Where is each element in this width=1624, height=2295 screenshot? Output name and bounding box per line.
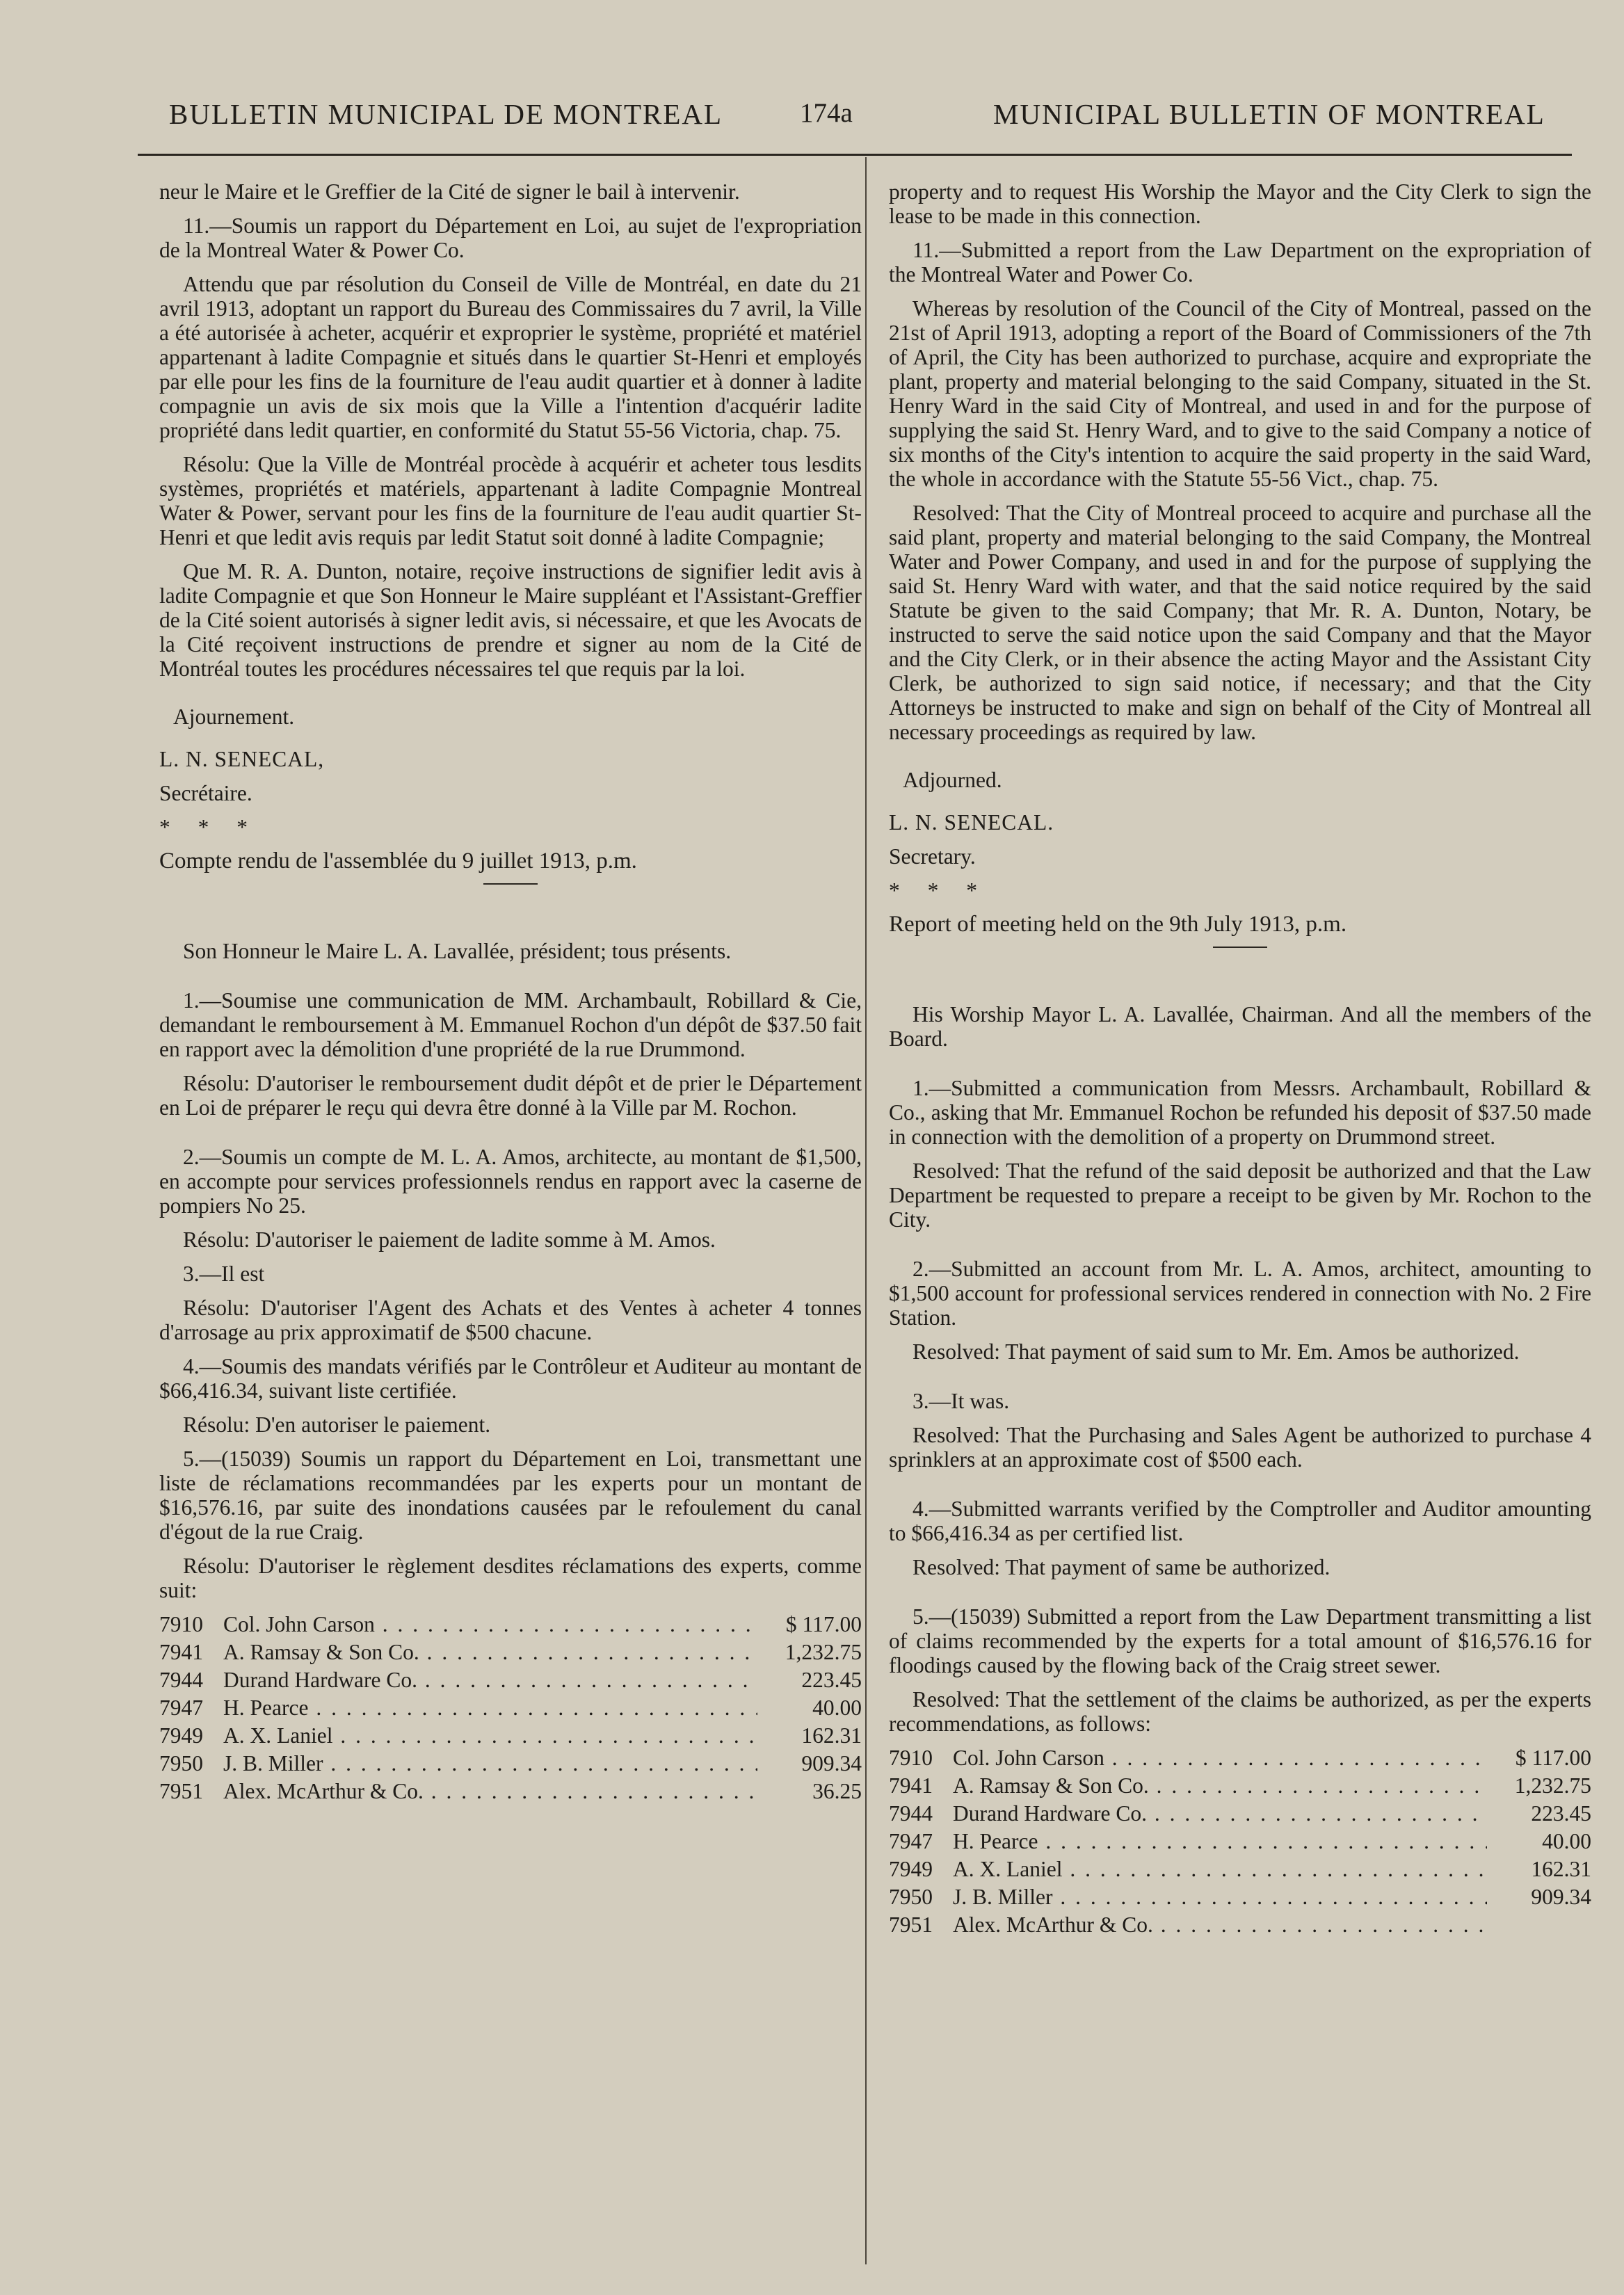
claim-name: Col. John Carson . . . [953, 1746, 1487, 1770]
fr-signature-title: Secrétaire. [159, 781, 252, 805]
claim-number: 7944 [889, 1801, 933, 1826]
claim-row [159, 1640, 862, 1668]
claim-number: 7941 [159, 1640, 203, 1664]
claim-number: 7941 [889, 1773, 933, 1798]
claim-row [159, 1612, 862, 1640]
fr-item-3: 3.—Il est [183, 1262, 265, 1286]
claim-amount: 909.34 [801, 1751, 862, 1775]
header-french-title: BULLETIN MUNICIPAL DE MONTREAL [169, 98, 723, 130]
en-resolution-3: Resolved: That the Purchasing and Sales Agent be authorized to purchase 4 sprinklers at an approximate cost of $500 each. [889, 1423, 1591, 1472]
claim-name: J. B. Miller . . . [953, 1885, 1487, 1909]
en-resolution-2: Resolved: That payment of said sum to Mr. Em. Amos be authorized. [913, 1339, 1520, 1364]
claim-number: 7910 [159, 1612, 203, 1636]
claim-name: A. Ramsay & Son Co. . . . [223, 1640, 757, 1664]
header-english-title: MUNICIPAL BULLETIN OF MONTREAL [993, 98, 1545, 130]
claim-number: 7950 [889, 1885, 933, 1909]
en-resolution-4: Resolved: That payment of same be authorized. [913, 1555, 1330, 1579]
fr-resolution-3: Résolu: D'autoriser l'Agent des Achats et des Ventes à acheter 4 tonnes d'arrosage au prix approximatif de $500 chacune. [159, 1296, 862, 1344]
claim-amount: 1,232.75 [785, 1640, 862, 1664]
claim-row [159, 1723, 862, 1751]
en-resolution: Resolved: That the City of Montreal proceed to acquire and purchase all the said plant, property and material belonging to the said Company, the Montreal Water and Power Company, and used in and for the purpose of supplying the said St. Henry Ward with water, and that the said notice required by the said Statute be given to the said Company; that Mr. R. A. Dunton, Notary, be instructed to serve the said notice upon the said Company and that the Mayor and the City Clerk, or in their absence the acting Mayor and the Assistant City Clerk, be authorized to sign said notice, if necessary; and that the City Attorneys be instructed to make and sign on behalf of the City of Montreal all necessary proceedings as required by law. [889, 501, 1591, 744]
claim-amount: 162.31 [801, 1723, 862, 1748]
fr-report-title: Compte rendu de l'assemblée du 9 juillet 1913, p.m. [159, 848, 637, 873]
en-resolution-1: Resolved: That the refund of the said deposit be authorized and that the Law Department be requested to prepare a receipt to be given by Mr. Rochon to the City. [889, 1159, 1591, 1232]
en-item-3: 3.—It was. [913, 1389, 1010, 1413]
claim-number: 7944 [159, 1668, 203, 1692]
en-paragraph: property and to request His Worship the Mayor and the City Clerk to sign the lease to be made in this connection. [889, 179, 1591, 228]
column-divider [865, 157, 867, 2264]
claim-name: Durand Hardware Co. . . . [953, 1801, 1487, 1826]
claim-name: H. Pearce . . . [223, 1696, 757, 1720]
claim-amount: 223.45 [801, 1668, 862, 1692]
claim-row [889, 1885, 1591, 1912]
page-number: 174a [800, 98, 853, 128]
fr-item-5: 5.—(15039) Soumis un rapport du Département en Loi, transmettant une liste de réclamations recommandées par les experts pour un montant de $16,576.16, par suite des inondations causées par le refoulement du canal d'égout de la rue Craig. [159, 1447, 862, 1544]
claim-name: A. X. Laniel . . . [953, 1857, 1487, 1881]
claim-name: Durand Hardware Co. . . . [223, 1668, 757, 1692]
claim-number: 7950 [159, 1751, 203, 1775]
claim-number: 7949 [889, 1857, 933, 1881]
claim-number: 7951 [889, 1912, 933, 1937]
claim-row [159, 1779, 862, 1807]
claim-number: 7947 [889, 1829, 933, 1853]
claim-amount: $ 117.00 [785, 1612, 862, 1636]
claim-name: Alex. McArthur & Co. . . . [953, 1912, 1487, 1937]
claim-name: A. X. Laniel . . . [223, 1723, 757, 1748]
en-adjournment: Adjourned. [903, 768, 1002, 792]
en-resolution-5: Resolved: That the settlement of the claims be authorized, as per the experts recommendations, as follows: [889, 1687, 1591, 1736]
claim-row [159, 1668, 862, 1696]
claim-name: Col. John Carson . . . [223, 1612, 757, 1636]
fr-short-rule [483, 883, 538, 885]
fr-section-stars: * * * [159, 815, 259, 839]
claim-amount: 223.45 [1531, 1801, 1591, 1826]
claim-number: 7949 [159, 1723, 203, 1748]
fr-resolution-5: Résolu: D'autoriser le règlement desdites réclamations des experts, comme suit: [159, 1554, 862, 1602]
fr-resolution-continued: Que M. R. A. Dunton, notaire, reçoive instructions de signifier ledit avis à ladite Compagnie et que Son Honneur le Maire suppléant et l'Assistant-Greffier de la Cité soient autorisés à signer ledit avis, si nécessaire, et que les Avocats de la Cité reçoivent instructions de prendre et signer au nom de la Cité de Montréal toutes les procédures nécessaires tel que requis par la loi. [159, 559, 862, 681]
en-section-stars: * * * [889, 878, 988, 903]
en-item-5: 5.—(15039) Submitted a report from the Law Department transmitting a list of claims recommended by the experts for a total amount of $16,576.16 for floodings caused by the flowing back of the Craig street sewer. [889, 1604, 1591, 1677]
page-header [0, 97, 1624, 139]
en-item-4: 4.—Submitted warrants verified by the Comptroller and Auditor amounting to $66,416.34 as per certified list. [889, 1497, 1591, 1545]
claim-amount: 1,232.75 [1514, 1773, 1591, 1798]
claim-row [889, 1912, 1591, 1940]
en-report-title: Report of meeting held on the 9th July 1913, p.m. [889, 912, 1347, 937]
claim-row [889, 1801, 1591, 1829]
en-item-1: 1.—Submitted a communication from Messrs. Archambault, Robillard & Co., asking that Mr. Emmanuel Rochon be refunded his deposit of $37.50 made in connection with the demolition of a property on Drummond street. [889, 1076, 1591, 1149]
claim-name: A. Ramsay & Son Co. . . . [953, 1773, 1487, 1798]
fr-resolution: Résolu: Que la Ville de Montréal procède à acquérir et acheter tous lesdits systèmes, propriétés et matériels, appartenant à ladite Compagnie Montreal Water & Power, servant pour les fins de la fourniture de l'eau audit quartier St-Henri et que ledit avis requis par ledit Statut soit donné à ladite Compagnie; [159, 452, 862, 549]
claim-number: 7910 [889, 1746, 933, 1770]
claim-row [889, 1829, 1591, 1857]
fr-item-1: 1.—Soumise une communication de MM. Archambault, Robillard & Cie, demandant le remboursement à M. Emmanuel Rochon d'un dépôt de $37.50 fait en rapport avec la démolition d'une propriété de la rue Drummond. [159, 988, 862, 1061]
en-item-2: 2.—Submitted an account from Mr. L. A. Amos, architect, amounting to $1,500 account for professional services rendered in connection with No. 2 Fire Station. [889, 1257, 1591, 1330]
claim-row [889, 1746, 1591, 1773]
claim-amount: 40.00 [812, 1696, 862, 1720]
claim-name: J. B. Miller . . . [223, 1751, 757, 1775]
fr-signature-name: L. N. SENECAL, [159, 747, 325, 771]
claim-amount: 36.25 [812, 1779, 862, 1803]
header-rule [138, 154, 1572, 156]
claim-amount: 909.34 [1531, 1885, 1591, 1909]
en-signature-title: Secretary. [889, 844, 976, 869]
fr-item-4: 4.—Soumis des mandats vérifiés par le Contrôleur et Auditeur au montant de $66,416.34, suivant liste certifiée. [159, 1354, 862, 1403]
en-attendance: His Worship Mayor L. A. Lavallée, Chairman. And all the members of the Board. [889, 1002, 1591, 1051]
fr-item-2: 2.—Soumis un compte de M. L. A. Amos, architecte, au montant de $1,500, en accompte pour services professionnels rendus en rapport avec la caserne de pompiers No 25. [159, 1145, 862, 1218]
fr-claims-list [159, 1612, 862, 1807]
en-whereas-paragraph: Whereas by resolution of the Council of the City of Montreal, passed on the 21st of April 1913, adopting a report of the Board of Commissioners of the 7th of April, the City has been authorized to purchase, acquire and expropriate the plant, property and material belonging to the said Company, situated in the St. Henry Ward in the said City of Montreal, and used in and for the purpose of supplying the said St. Henry Ward, and to give to the said Company a notice of six months of the City's intention to acquire the said property in the said Ward, the whole in accordance with the Statute 55-56 Vict., chap. 75. [889, 296, 1591, 491]
claim-amount: 162.31 [1531, 1857, 1591, 1881]
en-item-11: 11.—Submitted a report from the Law Department on the expropriation of the Montreal Water and Power Co. [889, 238, 1591, 287]
claim-number: 7951 [159, 1779, 203, 1803]
claim-amount: $ 117.00 [1515, 1746, 1591, 1770]
en-claims-list [889, 1746, 1591, 1940]
french-column [159, 179, 862, 1807]
claim-row [159, 1696, 862, 1723]
fr-whereas-paragraph: Attendu que par résolution du Conseil de Ville de Montréal, en date du 21 avril 1913, adoptant un rapport du Bureau des Commissaires du 7 avril, la Ville a été autorisée à acheter, acquérir et exproprier le système, propriété et matériel appartenant à ladite Compagnie et situés dans le quartier St-Henri et employés par elle pour les fins de la fourniture de l'eau audit quartier et à donner à ladite compagnie un avis de six mois que la Ville a l'intention d'acquérir ladite propriété dans ledit quartier, en conformité du Statut 55-56 Victoria, chap. 75. [159, 272, 862, 442]
claim-row [889, 1773, 1591, 1801]
fr-attendance: Son Honneur le Maire L. A. Lavallée, président; tous présents. [183, 939, 732, 963]
claim-amount: 40.00 [1542, 1829, 1591, 1853]
claim-row [159, 1751, 862, 1779]
en-short-rule [1213, 947, 1267, 948]
fr-item-11: 11.—Soumis un rapport du Département en Loi, au sujet de l'expropriation de la Montreal Water & Power Co. [159, 214, 862, 262]
claim-row [889, 1857, 1591, 1885]
fr-resolution-4: Résolu: D'en autoriser le paiement. [183, 1412, 491, 1437]
english-column [889, 179, 1591, 1940]
fr-adjournment: Ajournement. [173, 704, 295, 729]
fr-paragraph: neur le Maire et le Greffier de la Cité de signer le bail à intervenir. [159, 179, 740, 204]
claim-number: 7947 [159, 1696, 203, 1720]
claim-name: Alex. McArthur & Co. . . . [223, 1779, 757, 1803]
claim-name: H. Pearce . . . [953, 1829, 1487, 1853]
en-signature-name: L. N. SENECAL. [889, 810, 1054, 835]
fr-resolution-1: Résolu: D'autoriser le remboursement dudit dépôt et de prier le Département en Loi de préparer le reçu qui devra être donné à la Ville par M. Rochon. [159, 1071, 862, 1120]
fr-resolution-2: Résolu: D'autoriser le paiement de ladite somme à M. Amos. [183, 1227, 716, 1252]
